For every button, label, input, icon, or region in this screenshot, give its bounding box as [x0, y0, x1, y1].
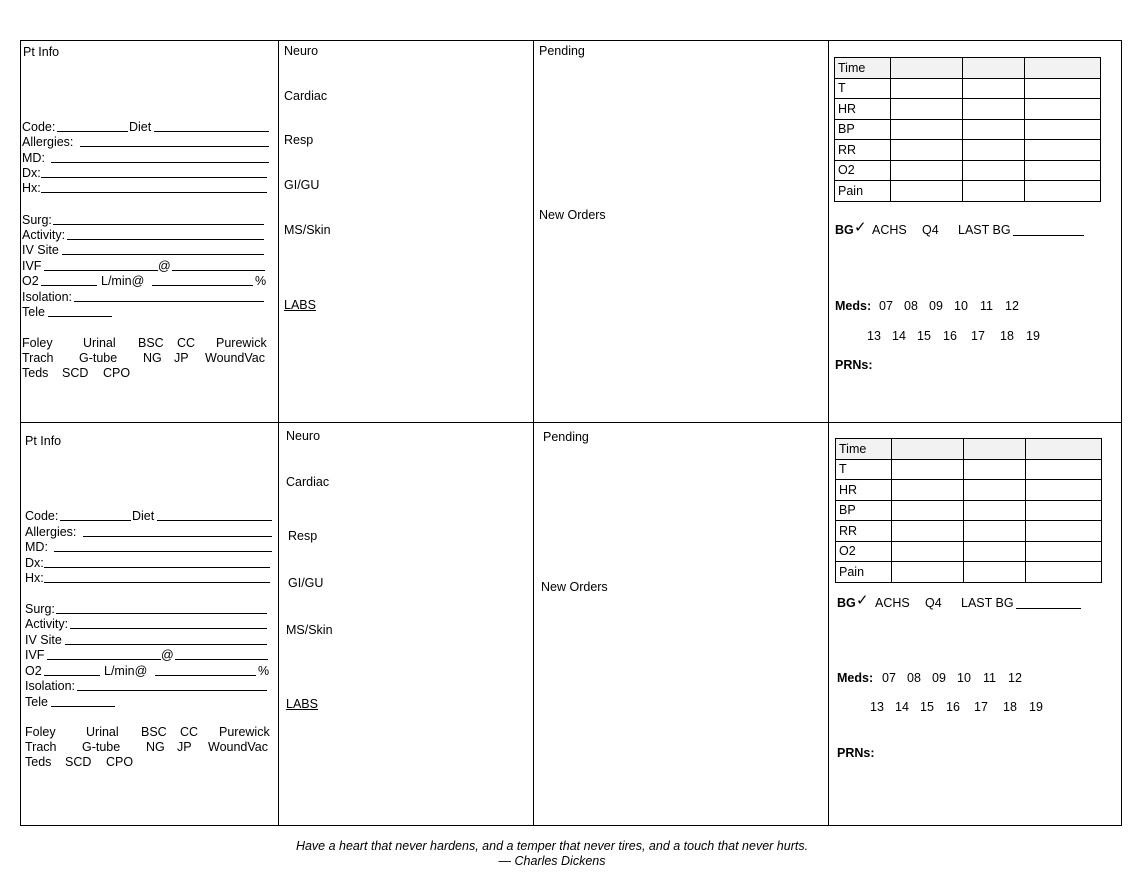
md-line: [54, 551, 272, 552]
o2-sat-line: [152, 285, 253, 286]
vitals-cell[interactable]: [1026, 439, 1102, 460]
vitals-cell[interactable]: [1025, 160, 1101, 181]
vitals-time-header: Time: [836, 439, 892, 460]
device-teds: Teds: [22, 366, 49, 380]
divider-col2: [533, 40, 534, 825]
med-hour: 07: [882, 671, 896, 685]
vitals-row-label: RR: [835, 140, 891, 161]
code-label: Code:: [22, 120, 56, 134]
md-line: [51, 162, 269, 163]
vitals-cell[interactable]: [1025, 99, 1101, 120]
hx-line: [44, 582, 270, 583]
med-hour: 11: [983, 671, 996, 685]
med-hour: 12: [1008, 671, 1022, 685]
cardiac-label: Cardiac: [286, 475, 330, 489]
device-scd: SCD: [62, 366, 89, 380]
bg-achs: ACHS: [872, 223, 907, 237]
labs-label: LABS: [286, 697, 318, 711]
device-scd: SCD: [65, 755, 92, 769]
med-hour: 15: [917, 329, 931, 343]
o2-lmin-label: L/min@: [101, 274, 145, 288]
med-hour: 17: [974, 700, 988, 714]
vitals-cell[interactable]: [891, 119, 963, 140]
isolation-line: [77, 690, 267, 691]
vitals-row-label: O2: [835, 160, 891, 181]
divider-col1: [278, 40, 279, 825]
vitals-cell[interactable]: [892, 541, 964, 562]
o2-label: O2: [22, 274, 39, 288]
o2-percent: %: [258, 664, 270, 678]
activity-label: Activity:: [22, 228, 66, 242]
device-cc: CC: [177, 336, 196, 350]
o2-line: [44, 675, 100, 676]
o2-percent: %: [255, 274, 267, 288]
vitals-cell[interactable]: [1025, 181, 1101, 202]
hx-label: Hx:: [25, 571, 44, 585]
gigu-label: GI/GU: [288, 576, 324, 590]
cardiac-label: Cardiac: [284, 89, 328, 103]
vitals-cell[interactable]: [964, 439, 1026, 460]
vitals-header-row: [835, 58, 1101, 79]
vitals-cell[interactable]: [1025, 78, 1101, 99]
prns-label: PRNs:: [837, 746, 875, 760]
device-woundvac: WoundVac: [205, 351, 265, 365]
bg-q4: Q4: [925, 596, 942, 610]
device-cpo: CPO: [103, 366, 131, 380]
med-hour: 14: [895, 700, 909, 714]
surg-label: Surg:: [25, 602, 55, 616]
ivf-rate-at: @: [158, 259, 171, 273]
code-line: [60, 520, 131, 521]
device-bsc: BSC: [141, 725, 167, 739]
ivf-rate-line: [175, 659, 268, 660]
iv-site-label: IV Site: [25, 633, 62, 647]
vitals-cell[interactable]: [1025, 58, 1101, 79]
footer-author: — Charles Dickens: [498, 854, 606, 868]
o2-line: [41, 285, 97, 286]
device-jp: JP: [174, 351, 189, 365]
med-hour: 16: [943, 329, 957, 343]
vitals-time-header: Time: [835, 58, 891, 79]
med-hour: 11: [980, 299, 993, 313]
vitals-cell[interactable]: [892, 439, 964, 460]
device-teds: Teds: [25, 755, 52, 769]
device-foley: Foley: [25, 725, 56, 739]
vitals-row-pain: [836, 562, 1102, 583]
resp-label: Resp: [288, 529, 318, 543]
vitals-row-label: Pain: [836, 562, 892, 583]
pt-info-heading: Pt Info: [25, 434, 62, 448]
med-hour: 09: [932, 671, 946, 685]
vitals-cell[interactable]: [892, 521, 964, 542]
vitals-table: [835, 438, 1102, 583]
vitals-row-rr: [836, 521, 1102, 542]
vitals-cell[interactable]: [964, 459, 1026, 480]
vitals-cell[interactable]: [1026, 562, 1102, 583]
device-purewick: Purewick: [216, 336, 267, 350]
activity-label: Activity:: [25, 617, 69, 631]
med-hour: 13: [870, 700, 884, 714]
vitals-row-label: HR: [835, 99, 891, 120]
vitals-row-pain: [835, 181, 1101, 202]
vitals-cell[interactable]: [1026, 500, 1102, 521]
ivf-line: [47, 659, 161, 660]
bg-achs: ACHS: [875, 596, 910, 610]
vitals-cell[interactable]: [891, 78, 963, 99]
ivf-rate-at: @: [161, 648, 174, 662]
vitals-row-hr: [835, 99, 1101, 120]
new-orders-label: New Orders: [539, 208, 606, 222]
vitals-cell[interactable]: [963, 78, 1025, 99]
vitals-cell[interactable]: [964, 500, 1026, 521]
vitals-cell[interactable]: [892, 480, 964, 501]
vitals-cell[interactable]: [891, 140, 963, 161]
activity-line: [70, 628, 267, 629]
vitals-row-o2: [835, 160, 1101, 181]
code-line: [57, 131, 128, 132]
md-label: MD:: [22, 151, 45, 165]
allergies-line: [80, 146, 269, 147]
dx-line: [41, 177, 267, 178]
vitals-cell[interactable]: [1026, 521, 1102, 542]
vitals-row-t: [835, 78, 1101, 99]
vitals-row-bp: [836, 500, 1102, 521]
vitals-cell[interactable]: [964, 480, 1026, 501]
ivf-label: IVF: [22, 259, 42, 273]
vitals-cell[interactable]: [1026, 480, 1102, 501]
vitals-table: [834, 57, 1101, 202]
resp-label: Resp: [284, 133, 314, 147]
vitals-row-label: HR: [836, 480, 892, 501]
meds-label: Meds:: [837, 671, 874, 685]
med-hour: 18: [1000, 329, 1014, 343]
vitals-row-label: O2: [836, 541, 892, 562]
device-woundvac: WoundVac: [208, 740, 268, 754]
device-foley: Foley: [22, 336, 53, 350]
device-urinal: Urinal: [83, 336, 116, 350]
vitals-cell[interactable]: [891, 181, 963, 202]
vitals-cell[interactable]: [1025, 140, 1101, 161]
med-hour: 07: [879, 299, 893, 313]
msskin-label: MS/Skin: [284, 223, 331, 237]
vitals-cell[interactable]: [963, 99, 1025, 120]
check-icon: ✓: [856, 592, 869, 609]
msskin-label: MS/Skin: [286, 623, 333, 637]
surg-label: Surg:: [22, 213, 52, 227]
med-hour: 18: [1003, 700, 1017, 714]
device-gtube: G-tube: [79, 351, 118, 365]
med-hour: 14: [892, 329, 906, 343]
med-hour: 10: [957, 671, 971, 685]
med-hour: 09: [929, 299, 943, 313]
vitals-row-label: Pain: [835, 181, 891, 202]
ivf-rate-line: [172, 270, 265, 271]
device-ng: NG: [143, 351, 162, 365]
vitals-cell[interactable]: [891, 99, 963, 120]
divider-row: [20, 422, 1121, 423]
ivf-line: [44, 270, 158, 271]
last-bg-label: LAST BG: [958, 223, 1011, 237]
vitals-cell[interactable]: [964, 521, 1026, 542]
isolation-label: Isolation:: [25, 679, 76, 693]
isolation-line: [74, 301, 264, 302]
footer-quote: Have a heart that never hardens, and a temper that never tires, and a touch that never hurts.: [295, 839, 809, 853]
device-gtube: G-tube: [82, 740, 121, 754]
med-hour: 16: [946, 700, 960, 714]
o2-sat-line: [155, 675, 256, 676]
pending-label: Pending: [543, 430, 589, 444]
diet-line: [154, 131, 269, 132]
vitals-cell[interactable]: [964, 562, 1026, 583]
prns-label: PRNs:: [835, 358, 873, 372]
med-hour: 17: [971, 329, 985, 343]
device-cpo: CPO: [106, 755, 134, 769]
code-label: Code:: [25, 509, 59, 523]
vitals-row-rr: [835, 140, 1101, 161]
dx-label: Dx:: [22, 166, 41, 180]
vitals-cell[interactable]: [891, 160, 963, 181]
med-hour: 15: [920, 700, 934, 714]
device-jp: JP: [177, 740, 192, 754]
dx-label: Dx:: [25, 556, 44, 570]
vitals-row-o2: [836, 541, 1102, 562]
med-hour: 08: [907, 671, 921, 685]
surg-line: [53, 224, 264, 225]
iv-site-line: [62, 254, 264, 255]
vitals-row-hr: [836, 480, 1102, 501]
device-bsc: BSC: [138, 336, 164, 350]
meds-label: Meds:: [835, 299, 872, 313]
device-ng: NG: [146, 740, 165, 754]
vitals-cell[interactable]: [963, 160, 1025, 181]
vitals-cell[interactable]: [963, 119, 1025, 140]
tele-label: Tele: [25, 695, 48, 709]
vitals-row-label: T: [835, 78, 891, 99]
tele-line: [48, 316, 112, 317]
vitals-cell[interactable]: [892, 459, 964, 480]
device-cc: CC: [180, 725, 199, 739]
diet-label: Diet: [129, 120, 152, 134]
med-hour: 19: [1026, 329, 1040, 343]
surg-line: [56, 613, 267, 614]
vitals-row-bp: [835, 119, 1101, 140]
vitals-cell[interactable]: [1026, 541, 1102, 562]
ivf-label: IVF: [25, 648, 45, 662]
tele-label: Tele: [22, 305, 45, 319]
vitals-cell[interactable]: [1026, 459, 1102, 480]
vitals-row-label: T: [836, 459, 892, 480]
med-hour: 19: [1029, 700, 1043, 714]
tele-line: [51, 706, 115, 707]
hx-label: Hx:: [22, 181, 41, 195]
last-bg-line: [1013, 235, 1084, 236]
labs-label: LABS: [284, 298, 316, 312]
hx-line: [41, 192, 267, 193]
bg-label: BG: [837, 596, 856, 610]
allergies-line: [83, 536, 272, 537]
check-icon: ✓: [854, 219, 867, 236]
vitals-row-label: BP: [836, 500, 892, 521]
vitals-header-row: [836, 439, 1102, 460]
diet-line: [157, 520, 272, 521]
med-hour: 10: [954, 299, 968, 313]
med-hour: 08: [904, 299, 918, 313]
device-trach: Trach: [25, 740, 57, 754]
med-hour: 13: [867, 329, 881, 343]
vitals-row-label: RR: [836, 521, 892, 542]
o2-lmin-label: L/min@: [104, 664, 148, 678]
activity-line: [67, 239, 264, 240]
vitals-cell[interactable]: [963, 181, 1025, 202]
pt-info-heading: Pt Info: [23, 45, 60, 59]
vitals-cell[interactable]: [892, 562, 964, 583]
vitals-row-t: [836, 459, 1102, 480]
new-orders-label: New Orders: [541, 580, 608, 594]
vitals-row-label: BP: [835, 119, 891, 140]
last-bg-label: LAST BG: [961, 596, 1014, 610]
dx-line: [44, 567, 270, 568]
bg-label: BG: [835, 223, 854, 237]
bg-q4: Q4: [922, 223, 939, 237]
device-urinal: Urinal: [86, 725, 119, 739]
vitals-cell[interactable]: [963, 140, 1025, 161]
device-purewick: Purewick: [219, 725, 270, 739]
vitals-cell[interactable]: [964, 541, 1026, 562]
last-bg-line: [1016, 608, 1081, 609]
md-label: MD:: [25, 540, 48, 554]
iv-site-label: IV Site: [22, 243, 59, 257]
vitals-cell[interactable]: [892, 500, 964, 521]
gigu-label: GI/GU: [284, 178, 320, 192]
neuro-label: Neuro: [286, 429, 321, 443]
vitals-cell[interactable]: [891, 58, 963, 79]
allergies-label: Allergies:: [22, 135, 74, 149]
pending-label: Pending: [539, 44, 585, 58]
divider-col3: [828, 40, 829, 825]
med-hour: 12: [1005, 299, 1019, 313]
diet-label: Diet: [132, 509, 155, 523]
neuro-label: Neuro: [284, 44, 319, 58]
allergies-label: Allergies:: [25, 525, 77, 539]
vitals-cell[interactable]: [1025, 119, 1101, 140]
device-trach: Trach: [22, 351, 54, 365]
isolation-label: Isolation:: [22, 290, 73, 304]
o2-label: O2: [25, 664, 42, 678]
vitals-cell[interactable]: [963, 58, 1025, 79]
iv-site-line: [65, 644, 267, 645]
